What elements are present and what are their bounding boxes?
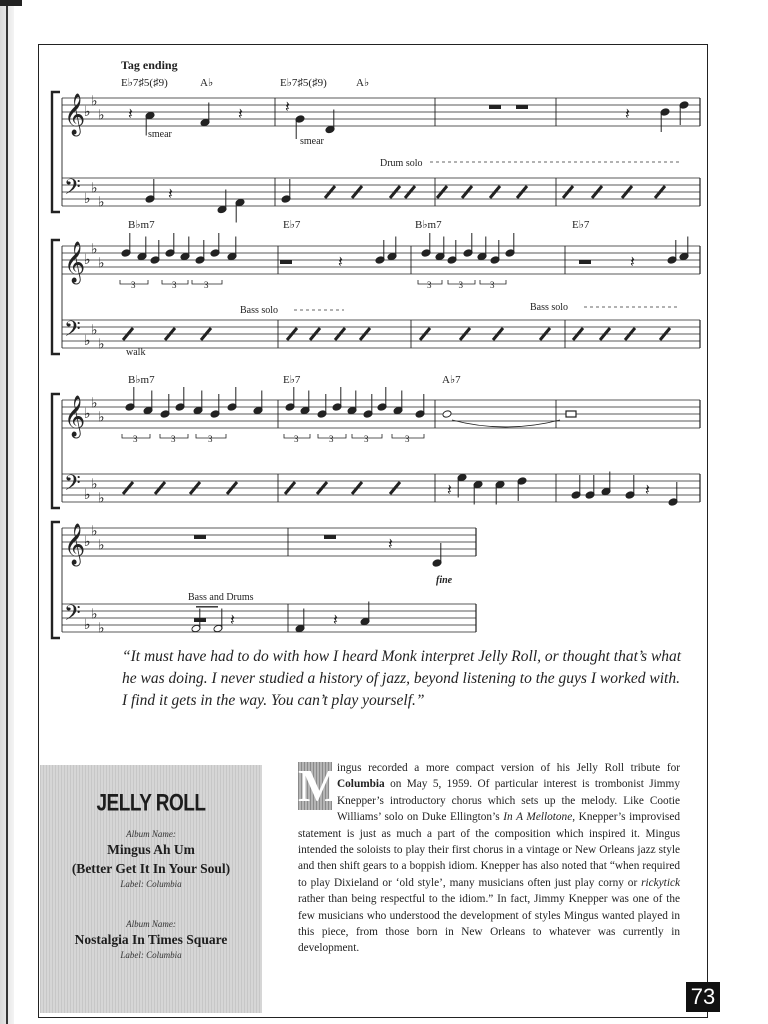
flat-sign-icon: ♭ xyxy=(84,534,91,550)
bass-solo-annotation: Bass solo xyxy=(530,302,569,313)
quarter-rest-icon: 𝄽 xyxy=(630,252,635,271)
quarter-rest-icon: 𝄽 xyxy=(625,104,630,123)
triplet-number: 3 xyxy=(329,434,334,444)
bass-and-drums-annotation: Bass and Drums xyxy=(188,592,254,603)
flat-sign-icon: ♭ xyxy=(84,406,91,422)
album-box-title: JELLY ROLL xyxy=(96,790,206,817)
album-subtitle: (Better Get It In Your Soul) xyxy=(71,861,231,876)
triplet-number: 3 xyxy=(204,280,209,290)
album-name: Nostalgia In Times Square xyxy=(74,932,228,947)
flat-sign-icon: ♭ xyxy=(84,191,91,207)
flat-sign-icon: ♭ xyxy=(84,252,91,268)
system-bracket xyxy=(52,522,60,638)
bass-solo-annotation: Bass solo xyxy=(240,305,279,316)
bass-clef-icon: 𝄢 xyxy=(64,471,81,501)
flat-sign-icon: ♭ xyxy=(98,255,105,272)
note-head xyxy=(442,410,452,419)
flat-sign-icon: ♭ xyxy=(84,617,91,633)
smear-annotation: smear xyxy=(148,129,172,140)
bass-clef-icon: 𝄢 xyxy=(64,601,81,631)
triplet-number: 3 xyxy=(133,434,138,444)
score-system-4 xyxy=(52,522,476,638)
chord-symbol: B♭m7 xyxy=(128,219,155,231)
album-info-box xyxy=(40,765,262,1013)
whole-rest xyxy=(324,535,336,539)
slang-term: rickytick xyxy=(641,876,680,889)
treble-clef-icon: 𝄞 xyxy=(64,524,86,565)
quarter-rest-icon: 𝄽 xyxy=(230,610,235,629)
whole-rest xyxy=(579,260,591,264)
article-text: rather than being respectful to the idiom.” In fact, Jimmy Knepper was one of the few musicians who understood the development of styles Mingus wanted played in this piece, from those born in New Orleans to whatever was currently in development. xyxy=(298,893,680,955)
flat-sign-icon: ♭ xyxy=(84,333,91,349)
triplet-number: 3 xyxy=(171,434,176,444)
chord-symbol: E♭7♯5(♯9) xyxy=(280,77,327,89)
system-bracket xyxy=(52,92,60,212)
pull-quote: “It must have had to do with how I heard Monk interpret Jelly Roll, or thought that’s what he was doing. I never studied a history of jazz, beyond listening to the guys I worked with. I find it gets in the way. You can’t play yourself.” xyxy=(122,648,682,709)
album-name-caption: Album Name: xyxy=(126,829,176,839)
triplet-number: 3 xyxy=(172,280,177,290)
quarter-rest-icon: 𝄽 xyxy=(338,252,343,271)
record-label-name: Columbia xyxy=(337,778,385,791)
quarter-rest-icon: 𝄽 xyxy=(333,610,338,629)
flat-sign-icon: ♭ xyxy=(91,395,98,412)
quarter-rest-icon: 𝄽 xyxy=(128,104,133,123)
flat-sign-icon: ♭ xyxy=(91,322,98,339)
quarter-rest-icon: 𝄽 xyxy=(168,184,173,203)
whole-rest xyxy=(194,535,206,539)
flat-sign-icon: ♭ xyxy=(91,523,98,540)
bass-clef-icon: 𝄢 xyxy=(64,317,81,347)
section-label: Tag ending xyxy=(121,58,178,72)
triplet-number: 3 xyxy=(458,280,463,290)
score-system-2 xyxy=(52,233,700,354)
record-label: Label: Columbia xyxy=(120,879,182,889)
flat-sign-icon: ♭ xyxy=(91,180,98,197)
whole-rest xyxy=(489,105,501,109)
score-system-3 xyxy=(52,387,700,508)
quarter-rest-icon: 𝄽 xyxy=(285,97,290,116)
treble-clef-icon: 𝄞 xyxy=(64,396,86,437)
drop-cap: M xyxy=(298,760,342,811)
flat-sign-icon: ♭ xyxy=(98,409,105,426)
system-bracket xyxy=(52,394,60,508)
flat-sign-icon: ♭ xyxy=(91,606,98,623)
score-system-1 xyxy=(52,92,700,223)
quarter-rest-icon: 𝄽 xyxy=(238,104,243,123)
flat-sign-icon: ♭ xyxy=(84,487,91,503)
triplet-number: 3 xyxy=(427,280,432,290)
drum-solo-annotation: Drum solo xyxy=(380,158,423,169)
flat-sign-icon: ♭ xyxy=(84,104,91,120)
flat-sign-icon: ♭ xyxy=(98,336,105,353)
system-bracket xyxy=(52,240,60,354)
walk-annotation: walk xyxy=(126,347,146,358)
record-label: Label: Columbia xyxy=(120,950,182,960)
triplet-number: 3 xyxy=(208,434,213,444)
flat-sign-icon: ♭ xyxy=(98,537,105,554)
chord-symbol: E♭7 xyxy=(283,374,301,386)
chord-symbol: B♭m7 xyxy=(128,374,155,386)
chord-symbol: E♭7 xyxy=(283,219,301,231)
album-name: Mingus Ah Um xyxy=(107,842,195,857)
chord-symbol: A♭ xyxy=(200,77,214,89)
triplet-number: 3 xyxy=(490,280,495,290)
whole-rest xyxy=(280,260,292,264)
page-number: 73 xyxy=(686,982,720,1012)
bass-clef-icon: 𝄢 xyxy=(64,175,81,205)
chord-symbol: A♭ xyxy=(356,77,370,89)
article-text: on May 5, 1959. Of particular interest is trombonist Jimmy Knepper’s introductory chorus which sets up the melody. Like Cootie Williams’ solo on Duke Ellington’s xyxy=(337,778,680,824)
tune-title: In A Mellotone xyxy=(503,811,573,824)
treble-clef-icon: 𝄞 xyxy=(64,94,86,135)
chord-symbol: B♭m7 xyxy=(415,219,442,231)
fine-marking: fine xyxy=(436,575,453,586)
quarter-rest-icon: 𝄽 xyxy=(388,534,393,553)
flat-sign-icon: ♭ xyxy=(91,476,98,493)
flat-sign-icon: ♭ xyxy=(91,93,98,110)
chord-symbol: A♭7 xyxy=(442,374,461,386)
flat-sign-icon: ♭ xyxy=(98,620,105,637)
flat-sign-icon: ♭ xyxy=(98,490,105,507)
album-name-caption: Album Name: xyxy=(126,919,176,929)
whole-note xyxy=(566,411,576,417)
whole-rest xyxy=(516,105,528,109)
triplet-number: 3 xyxy=(405,434,410,444)
quarter-rest-icon: 𝄽 xyxy=(447,480,452,499)
flat-sign-icon: ♭ xyxy=(98,194,105,211)
article-body xyxy=(298,760,680,957)
triplet-number: 3 xyxy=(364,434,369,444)
smear-annotation: smear xyxy=(300,136,324,147)
article-text: ingus recorded a more compact version of his Jelly Roll tribute for xyxy=(337,762,680,774)
treble-clef-icon: 𝄞 xyxy=(64,242,86,283)
flat-sign-icon: ♭ xyxy=(98,107,105,124)
flat-sign-icon: ♭ xyxy=(91,241,98,258)
triplet-number: 3 xyxy=(294,434,299,444)
triplet-number: 3 xyxy=(131,280,136,290)
article-text: , Knepper’s improvised statement is just as much a part of the composition which inspired it. Mingus intended the soloists to play their first chorus in a vintage or New Orleans jazz style and then shift gears to a boppish idiom. Knepper has also noted that “when required to play Dixieland or ‘old style’, many musicians often just play corny or xyxy=(298,811,680,889)
quarter-rest-icon: 𝄽 xyxy=(645,480,650,499)
chord-symbol: E♭7 xyxy=(572,219,590,231)
chord-symbol: E♭7♯5(♯9) xyxy=(121,77,168,89)
